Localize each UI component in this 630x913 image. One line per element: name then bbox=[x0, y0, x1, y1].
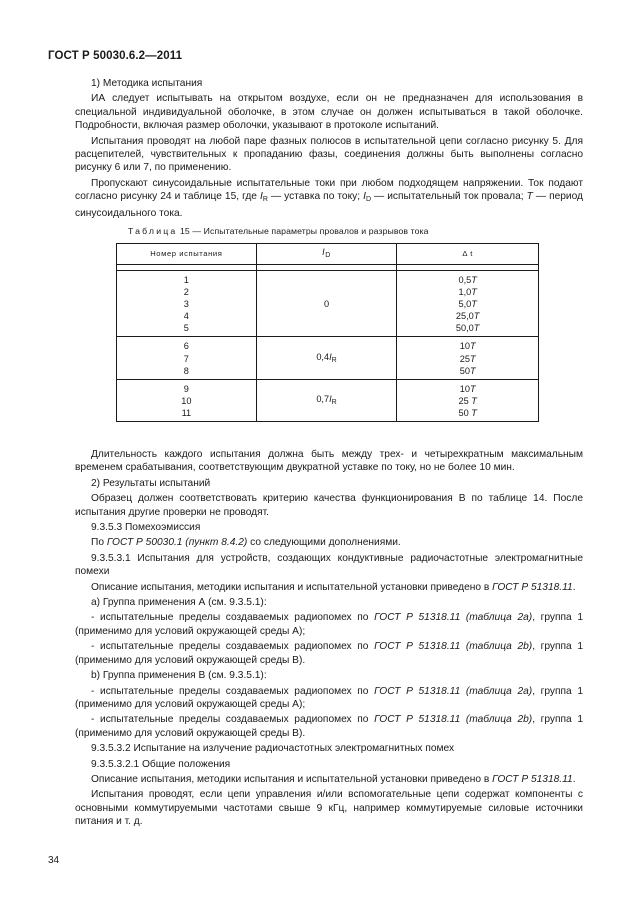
delta-t-value: 25,0T bbox=[455, 311, 480, 322]
test-number: 10 bbox=[181, 395, 192, 406]
current-paragraph: Пропускают синусоидальные испытательные токи при любом подходящем напряжении. Ток подают согласно рисунку 24 и таблице 15, где $I_R$ — уставка по току; $I_D$ — испытательный ток провала; T — период синусоидального тока. bbox=[75, 177, 583, 219]
id-value: 0 bbox=[323, 299, 330, 310]
delta-t-value: 1,0T bbox=[458, 287, 477, 298]
table-header-row bbox=[117, 244, 539, 265]
table-row bbox=[117, 337, 539, 379]
section-93531: 9.3.5.3.1 Испытания для устройств, создающих кондуктивные радиочастотные электромагнитные помехи bbox=[75, 552, 583, 578]
cell-numbers bbox=[117, 379, 257, 421]
results-section bbox=[75, 448, 583, 829]
duration-paragraph: Длительность каждого испытания должна быть между трех- и четырехкратным максимальным временем срабатывания, соответствующим двукратной уставке по току, но не более 10 мин. bbox=[75, 449, 583, 474]
table-caption: Таблица 15 — Испытательные параметры провалов и разрывов тока bbox=[128, 226, 429, 236]
limit-item: - испытательные пределы создаваемых радиопомех по ГОСТ Р 51318.11 (таблица 2а), группа 1 (применимо для условий окружающей среды А); bbox=[75, 612, 583, 637]
final-paragraph: Испытания проводят, если цепи управления и/или вспомогательные цепи содержат компоненты с основными коммутируемыми частотами свыше 9 кГц, например коммутируемые силовые источники питания и т. д. bbox=[75, 789, 583, 828]
cell-id bbox=[256, 271, 397, 337]
limit-item: - испытательные пределы создаваемых радиопомех по ГОСТ Р 51318.11 (таблица 2b), группа 1 (применимо для условий окружающей среды В). bbox=[75, 714, 583, 739]
header-id: $I_D$ bbox=[256, 244, 397, 265]
cell-dt bbox=[397, 337, 539, 379]
table-row bbox=[117, 379, 539, 421]
delta-t-value: 5,0T bbox=[458, 299, 477, 310]
test-parameters-table bbox=[116, 243, 539, 422]
cell-numbers bbox=[117, 271, 257, 337]
emission-heading: 9.3.5.3 Помехоэмиссия bbox=[91, 522, 201, 534]
cell-numbers bbox=[117, 337, 257, 379]
limit-item: - испытательные пределы создаваемых радиопомех по ГОСТ Р 51318.11 (таблица 2а), группа 1 (применимо для условий окружающей среды А); bbox=[75, 685, 583, 710]
test-number: 3 bbox=[183, 299, 189, 310]
test-number: 6 bbox=[183, 341, 189, 352]
cell-dt bbox=[397, 379, 539, 421]
test-number: 8 bbox=[183, 365, 189, 376]
section-935321: 9.3.5.3.2.1 Общие положения bbox=[91, 758, 231, 770]
description-paragraph-1: Описание испытания, методики испытания и испытательной установки приведено в ГОСТ Р 51318.11. bbox=[91, 581, 576, 593]
delta-t-value: 10T bbox=[459, 383, 476, 394]
description-paragraph-2: Описание испытания, методики испытания и испытательной установки приведено в ГОСТ Р 51318.11. bbox=[91, 773, 576, 785]
section-93532: 9.3.5.3.2 Испытание на излучение радиочастотных электромагнитных помех bbox=[91, 743, 455, 755]
test-number: 2 bbox=[183, 287, 189, 298]
intro-paragraph-2: Испытания проводят на любой паре фазных полюсов в испытательной цепи согласно рисунку 5. Для расцепителей, чувствительных к пропаданию фазы, соединения должны быть выполнены согласно рисунку 6 или 7, по применению. bbox=[75, 135, 583, 174]
delta-t-value: 25 T bbox=[458, 395, 477, 406]
cell-dt bbox=[397, 271, 539, 337]
cell-id bbox=[256, 337, 397, 379]
intro-section bbox=[75, 77, 583, 220]
results-paragraph: Образец должен соответствовать критерию качества функционирования В по таблице 14. После испытания другие проверки не проводят. bbox=[75, 493, 583, 518]
intro-paragraph-1: ИА следует испытывать на открытом воздухе, если он не предназначен для использования в специальной индивидуальной оболочке, в этом случае он должен испытываться в такой оболочке. Подробности, включая размер оболочки, указывают в протоколе испытаний. bbox=[75, 93, 583, 132]
delta-t-value: 0,5T bbox=[458, 275, 477, 285]
cell-id bbox=[256, 379, 397, 421]
test-number: 11 bbox=[181, 407, 192, 418]
document-header: ГОСТ Р 50030.6.2—2011 bbox=[48, 50, 183, 62]
delta-t-value: 50 T bbox=[458, 407, 477, 418]
page-number: 34 bbox=[48, 855, 60, 866]
delta-t-value: 25T bbox=[459, 353, 476, 364]
reference-paragraph: По ГОСТ Р 50030.1 (пункт 8.4.2) со следующими дополнениями. bbox=[91, 537, 401, 549]
test-number: 7 bbox=[183, 353, 189, 364]
test-number: 9 bbox=[183, 383, 189, 394]
results-heading: 2) Результаты испытаний bbox=[91, 477, 211, 489]
test-number: 4 bbox=[183, 311, 189, 322]
test-number: 5 bbox=[183, 323, 189, 334]
header-delta-t: Δ t bbox=[397, 244, 539, 265]
delta-t-value: 50,0T bbox=[455, 323, 480, 334]
group-a-heading: a) Группа применения А (см. 9.3.5.1): bbox=[91, 597, 267, 609]
method-heading: 1) Методика испытания bbox=[91, 78, 203, 89]
table-row bbox=[117, 271, 539, 337]
delta-t-value: 50T bbox=[459, 365, 476, 376]
test-number: 1 bbox=[183, 275, 189, 285]
group-b-heading: b) Группа применения В (см. 9.3.5.1): bbox=[91, 670, 267, 682]
header-test-number: Номер испытания bbox=[117, 244, 257, 265]
limit-item: - испытательные пределы создаваемых радиопомех по ГОСТ Р 51318.11 (таблица 2b), группа 1 (применимо для условий окружающей среды В). bbox=[75, 641, 583, 666]
delta-t-value: 10T bbox=[459, 341, 476, 352]
id-value: $0,4I_R$ bbox=[316, 351, 337, 364]
id-value: $0,7I_R$ bbox=[316, 393, 337, 406]
